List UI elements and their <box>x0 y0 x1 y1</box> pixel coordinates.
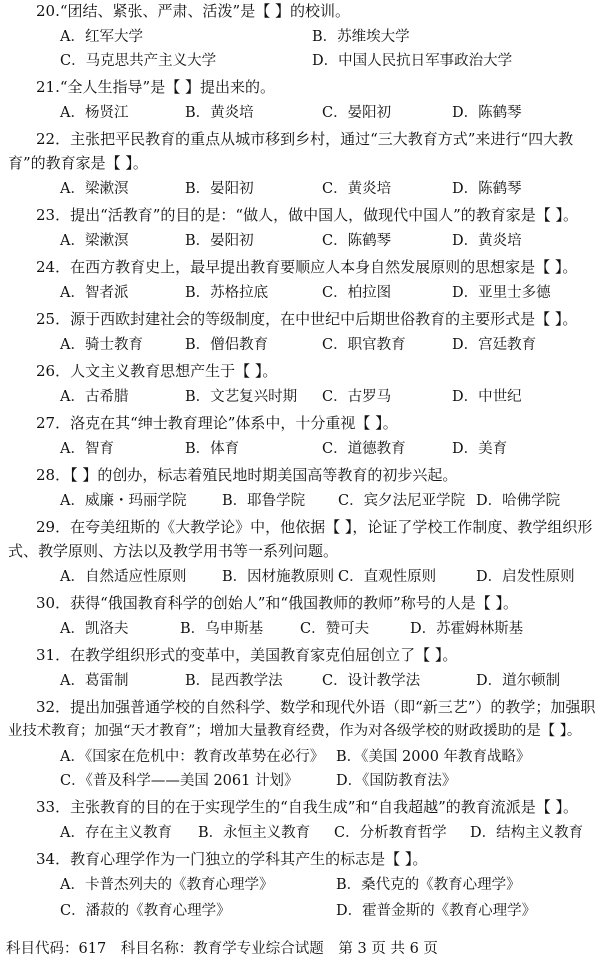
option-c: C．晏阳初 <box>322 105 392 121</box>
option-d: D．中国人民抗日军事政治大学 <box>312 53 513 69</box>
option-a: A．古希腊 <box>60 389 129 405</box>
question-text: 28．【 】的创办，标志着殖民地时期美国高等教育的初步兴起。 <box>36 466 458 484</box>
option-c: C．道德教育 <box>322 441 406 457</box>
option-d: D．哈佛学院 <box>476 493 561 509</box>
question-text: 31．在教学组织形式的变革中，美国教育家克伯屈创立了【 】。 <box>36 646 458 664</box>
option-d: D．宫廷教育 <box>452 337 537 353</box>
option-b: B．体育 <box>185 441 240 457</box>
option-d: D．黄炎培 <box>452 233 522 249</box>
option-b: B．乌申斯基 <box>180 621 264 637</box>
option-b: B．永恒主义教育 <box>198 825 311 841</box>
question-text: 27．洛克在其“绅士教育理论”体系中，十分重视【 】。 <box>36 414 398 432</box>
option-a: A．卡普杰列夫的《教育心理学》 <box>60 877 274 893</box>
option-c: C．分析教育哲学 <box>334 825 447 841</box>
option-a: A．智育 <box>60 441 114 457</box>
option-b: B．文艺复兴时期 <box>185 389 298 405</box>
question-text-continued: 育”的教育家是【 】。 <box>8 154 148 172</box>
subject-code: 科目代码：617 <box>6 941 107 957</box>
option-a: A．威廉・玛丽学院 <box>60 493 187 509</box>
option-c: C．直观性原则 <box>338 569 437 585</box>
option-a: A．自然适应性原则 <box>60 569 187 585</box>
option-c: C．马克思共产主义大学 <box>60 53 217 69</box>
question-text-continued: 业技术教育；加强“天才教育”；增加大量教育经费，作为对各级学校的财政援助的是【 】。 <box>8 723 582 739</box>
option-d: D．陈鹤琴 <box>452 105 522 121</box>
option-b: B．《美国 2000 年教育战略》 <box>336 749 531 765</box>
question-text-continued: 式、教学原则、方法以及教学用书等一系列问题。 <box>8 542 339 560</box>
option-d: D．结构主义教育 <box>470 825 584 841</box>
option-d: D．霍普金斯的《教育心理学》 <box>336 903 537 919</box>
option-b: B．僧侣教育 <box>185 337 269 353</box>
question-text: 30．获得“俄国教育科学的创始人”和“俄国教师的教师”称号的人是【 】。 <box>36 594 519 612</box>
option-b: B．黄炎培 <box>185 105 254 121</box>
question-text: 21.“全人生指导”是【 】提出来的。 <box>36 78 275 96</box>
question-text: 32．提出加强普通学校的自然科学、数学和现代外语（即“新三艺”）的教学；加强职 <box>36 698 596 716</box>
option-b: B．晏阳初 <box>185 181 254 197</box>
question-text: 20.“团结、紧张、严肃、活泼”是【 】的校训。 <box>36 2 350 20</box>
question-text: 25．源于西欧封建社会的等级制度，在中世纪中后期世俗教育的主要形式是【 】。 <box>36 310 578 328</box>
option-a: A．杨贤江 <box>60 105 129 121</box>
option-c: C．设计教学法 <box>322 673 421 689</box>
option-b: B．昆西教学法 <box>185 673 283 689</box>
option-d: D．亚里士多德 <box>452 285 551 301</box>
option-a: A．红军大学 <box>60 29 143 45</box>
option-b: B．晏阳初 <box>185 233 254 249</box>
option-c: C．宾夕法尼亚学院 <box>338 493 466 509</box>
option-d: D．《国防教育法》 <box>336 773 457 789</box>
option-b: B．因材施教原则 <box>222 569 335 585</box>
option-c: C．职官教育 <box>322 337 406 353</box>
option-c: C．陈鹤琴 <box>322 233 392 249</box>
option-a: A．梁漱溟 <box>60 181 129 197</box>
question-text: 22．主张把平民教育的重点从城市移到乡村，通过“三大教育方式”来进行“四大教 <box>36 130 574 148</box>
page-footer <box>6 940 448 958</box>
question-text: 24．在西方教育史上，最早提出教育要顺应人本身自然发展原则的思想家是【 】。 <box>36 258 578 276</box>
option-c: C．潘菽的《教育心理学》 <box>60 903 231 919</box>
question-text: 23．提出“活教育”的目的是：“做人，做中国人，做现代中国人”的教育家是【 】。 <box>36 206 579 224</box>
option-a: A．梁漱溟 <box>60 233 129 249</box>
option-c: C．《普及科学——美国 2061 计划》 <box>60 773 299 789</box>
option-a: A．存在主义教育 <box>60 825 172 841</box>
option-d: D．苏霍姆林斯基 <box>410 621 524 637</box>
question-text: 34．教育心理学作为一门独立的学科其产生的标志是【 】。 <box>36 850 428 868</box>
option-a: A．葛雷制 <box>60 673 129 689</box>
option-b: B．桑代克的《教育心理学》 <box>336 877 521 893</box>
option-b: B．苏维埃大学 <box>312 29 410 45</box>
option-b: B．耶鲁学院 <box>222 493 306 509</box>
page-number: 第 3 页 共 6 页 <box>338 941 438 957</box>
option-b: B．苏格拉底 <box>185 285 269 301</box>
option-d: D．美育 <box>452 441 508 457</box>
option-d: D．启发性原则 <box>476 569 575 585</box>
question-text: 33．主张教育的目的在于实现学生的“自我生成”和“自我超越”的教育流派是【 】。 <box>36 798 579 816</box>
subject-name: 科目名称：教育学专业综合试题 <box>120 941 324 957</box>
option-a: A．凯洛夫 <box>60 621 129 637</box>
question-text: 29．在夸美纽斯的《大教学论》中，他依据【 】，论证了学校工作制度、教学组织形 <box>36 518 593 536</box>
option-d: D．陈鹤琴 <box>452 181 522 197</box>
option-a: A．《国家在危机中：教育改革势在必行》 <box>60 749 325 765</box>
option-c: C．黄炎培 <box>322 181 392 197</box>
option-d: D．中世纪 <box>452 389 522 405</box>
option-a: A．骑士教育 <box>60 337 143 353</box>
option-c: C．柏拉图 <box>322 285 392 301</box>
option-c: C．赞可夫 <box>300 621 370 637</box>
option-c: C．古罗马 <box>322 389 392 405</box>
option-d: D．道尔顿制 <box>476 673 561 689</box>
option-a: A．智者派 <box>60 285 129 301</box>
question-text: 26．人文主义教育思想产生于【 】。 <box>36 362 278 380</box>
